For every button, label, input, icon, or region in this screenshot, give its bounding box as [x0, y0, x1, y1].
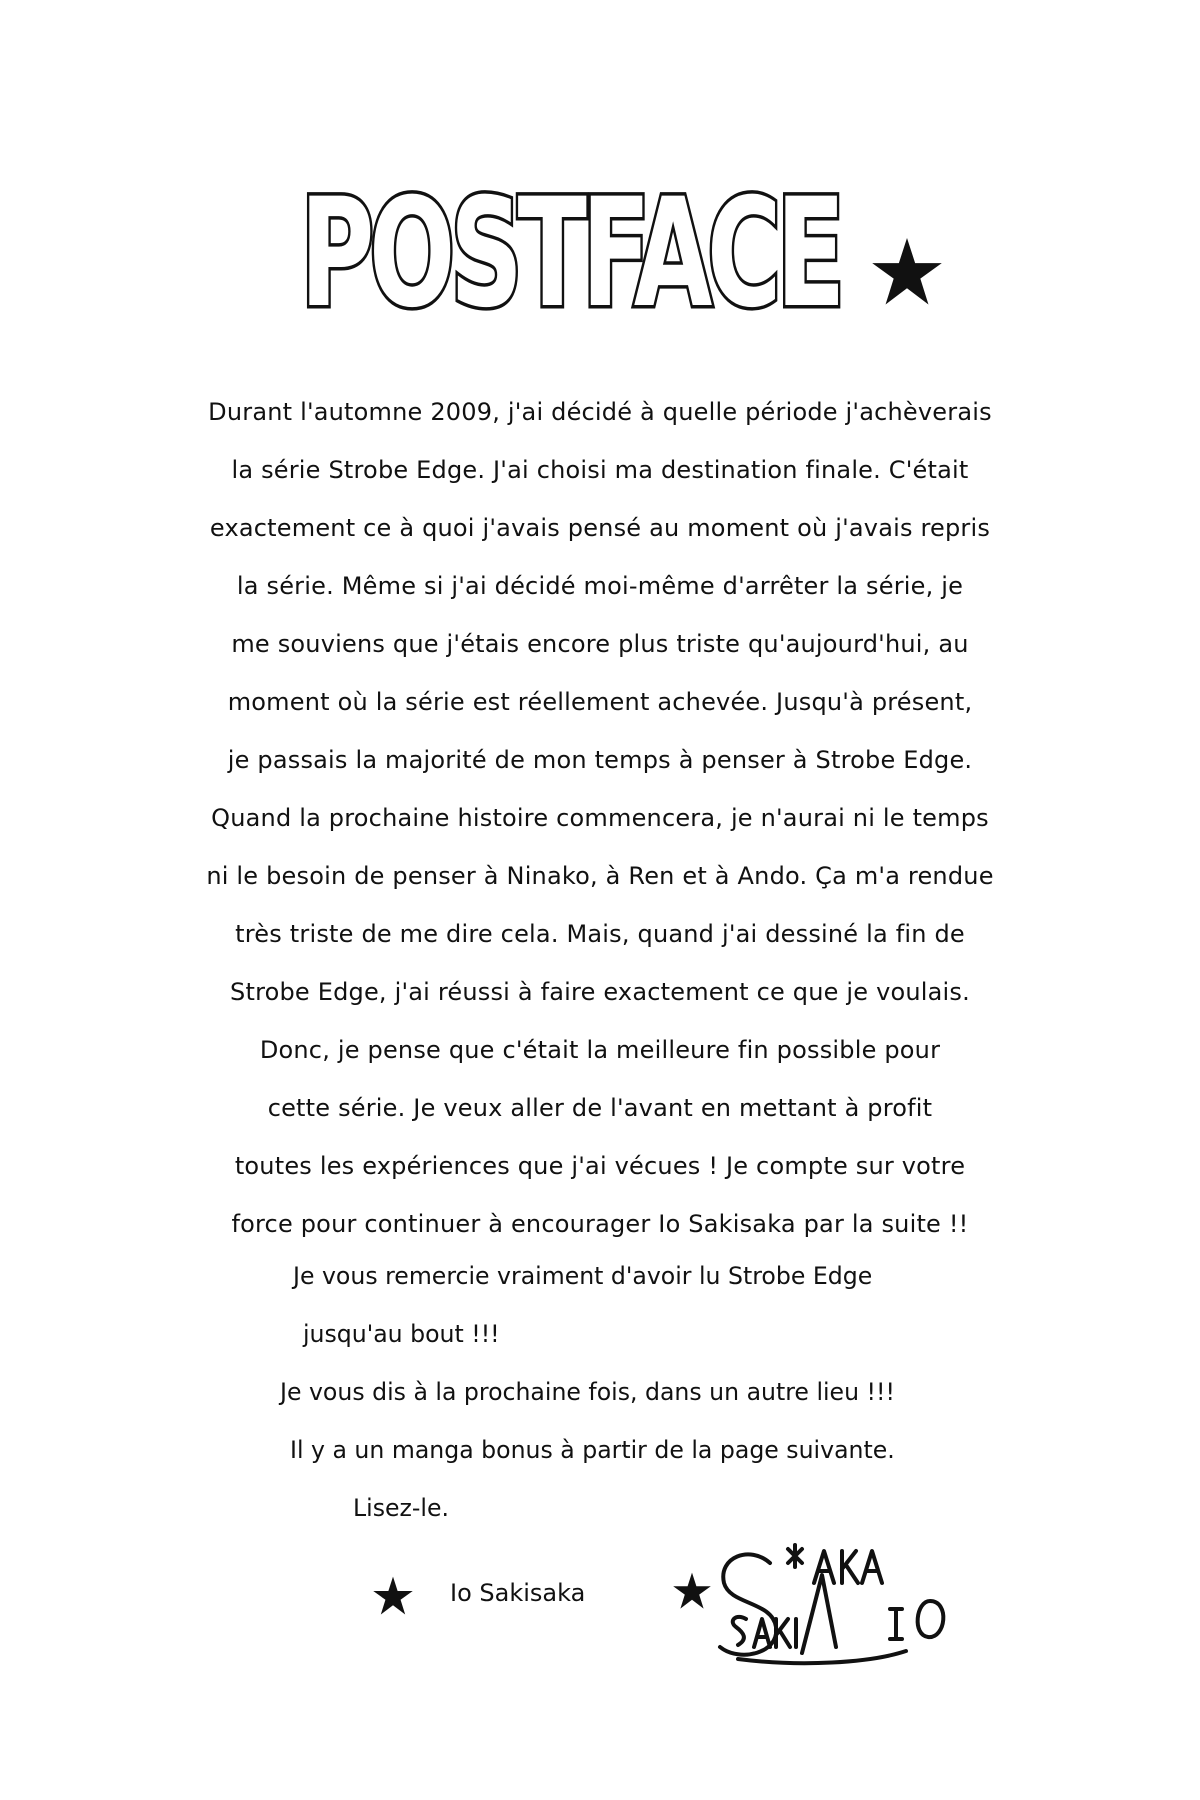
- closing-line: Je vous dis à la prochaine fois, dans un autre lieu !!!: [280, 1378, 895, 1406]
- body-line: la série Strobe Edge. J'ai choisi ma destination finale. C'était: [231, 456, 969, 484]
- closing-line: Lisez-le.: [353, 1494, 449, 1522]
- body-line: ni le besoin de penser à Ninako, à Ren et à Ando. Ça m'a rendue: [206, 862, 994, 890]
- body-line: je passais la majorité de mon temps à penser à Strobe Edge.: [227, 746, 973, 774]
- postface-title-lettering: [300, 167, 860, 341]
- star-icon: [372, 1575, 414, 1617]
- star-icon: [672, 1571, 712, 1611]
- postface-title-text: POSTFACE: [300, 167, 840, 341]
- body-line: cette série. Je veux aller de l'avant en mettant à profit: [267, 1094, 933, 1122]
- closing-line: jusqu'au bout !!!: [303, 1320, 500, 1348]
- body-line: Durant l'automne 2009, j'ai décidé à quelle période j'achèverais: [208, 398, 992, 426]
- signature-row: [0, 1535, 1200, 1675]
- author-name: Io Sakisaka: [450, 1579, 586, 1607]
- closing-line: Je vous remercie vraiment d'avoir lu Strobe Edge: [293, 1262, 873, 1290]
- body-line: toutes les expériences que j'ai vécues ! Je compte sur votre: [234, 1152, 966, 1180]
- body-line: exactement ce à quoi j'avais pensé au moment où j'avais repris: [209, 514, 991, 542]
- body-line: Strobe Edge, j'ai réussi à faire exactement ce que je voulais.: [230, 978, 970, 1006]
- body-line: moment où la série est réellement achevée. Jusqu'à présent,: [227, 688, 973, 716]
- postface-closing: [0, 1247, 1200, 1537]
- handwritten-signature: [710, 1535, 980, 1675]
- body-line: Quand la prochaine histoire commencera, je n'aurai ni le temps: [211, 804, 989, 832]
- body-line: la série. Même si j'ai décidé moi-même d'arrêter la série, je: [236, 572, 964, 600]
- body-line: force pour continuer à encourager Io Sakisaka par la suite !!: [231, 1210, 969, 1238]
- star-icon: [870, 235, 944, 309]
- closing-line: Il y a un manga bonus à partir de la page suivante.: [290, 1436, 895, 1464]
- page-title: [300, 167, 860, 341]
- body-line: Donc, je pense que c'était la meilleure fin possible pour: [259, 1036, 941, 1064]
- body-line: très triste de me dire cela. Mais, quand j'ai dessiné la fin de: [235, 920, 965, 948]
- postface-body: [150, 383, 1050, 1253]
- body-line: me souviens que j'étais encore plus triste qu'aujourd'hui, au: [231, 630, 969, 658]
